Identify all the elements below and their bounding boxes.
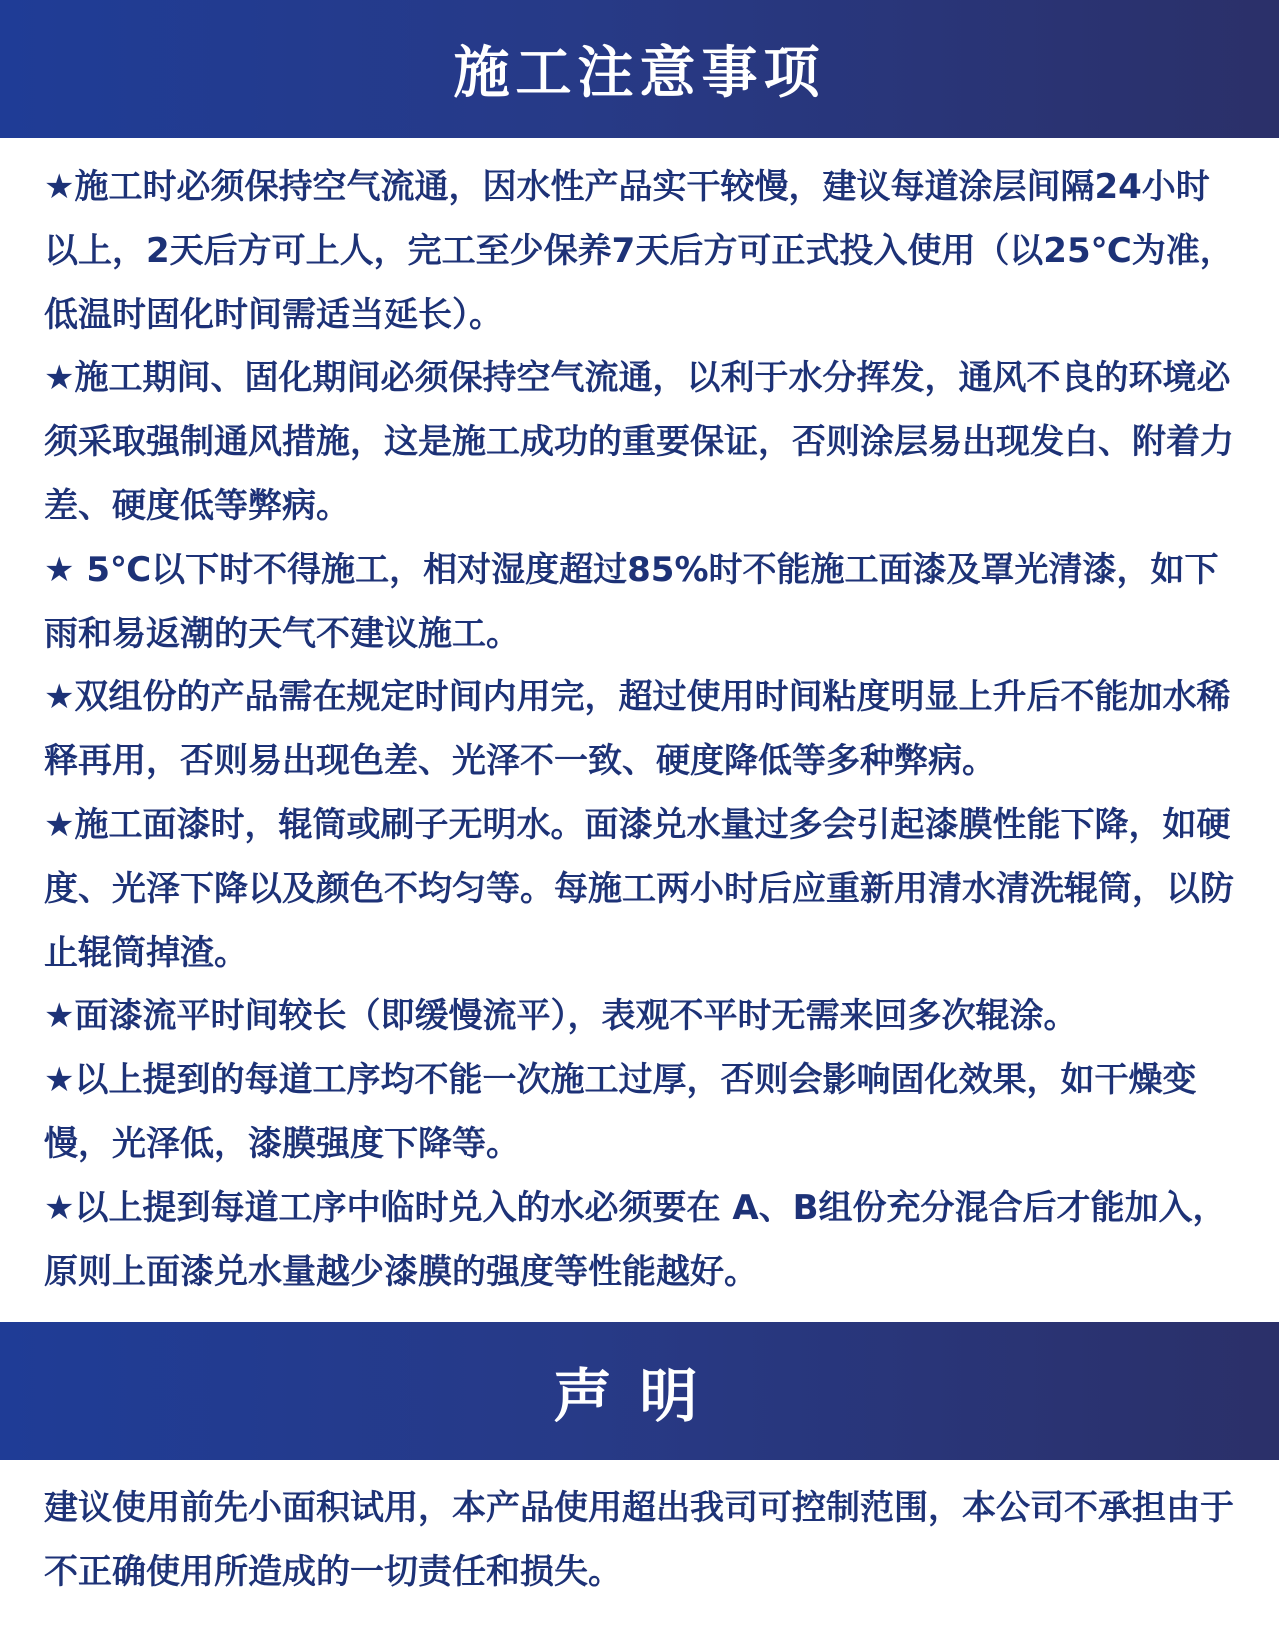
header-banner [0,0,1279,138]
notes-section [44,156,1239,1304]
note-item-3: ★ 5℃以下时不得施工，相对湿度超过85%时不能施工面漆及罩光清漆，如下雨和易返潮的天气不建议施工。 [44,549,1219,654]
note-item-2: ★施工期间、固化期间必须保持空气流通，以利于水分挥发，通风不良的环境必须采取强制通风措施，这是施工成功的重要保证，否则涂层易出现发白、附着力差、硬度低等弊病。 [44,358,1234,526]
note-item-1: ★施工时必须保持空气流通，因水性产品实干较慢，建议每道涂层间隔24小时以上，2天后方可上人，完工至少保养7天后方可正式投入使用（以25℃为准，低温时固化时间需适当延长）。 [44,167,1234,335]
statement-text: 建议使用前先小面积试用，本产品使用超出我司可控制范围，本公司不承担由于不正确使用所造成的一切责任和损失。 [44,1488,1234,1592]
note-item-6: ★面漆流平时间较长（即缓慢流平），表观不平时无需来回多次辊涂。 [44,996,1078,1037]
note-item-7: ★以上提到的每道工序均不能一次施工过厚，否则会影响固化效果，如干燥变慢，光泽低，漆膜强度下降等。 [44,1060,1197,1164]
note-item-8: ★以上提到每道工序中临时兑入的水必须要在 A、B组份充分混合后才能加入，原则上面漆兑水量越少漆膜的强度等性能越好。 [44,1187,1227,1292]
statement-banner [0,1322,1279,1460]
page-title: 施工注意事项 [453,41,826,106]
note-item-5: ★施工面漆时，辊筒或刷子无明水。面漆兑水量过多会引起漆膜性能下降，如硬度、光泽下降以及颜色不均匀等。每施工两小时后应重新用清水清洗辊筒，以防止辊筒掉渣。 [44,804,1234,973]
note-item-4: ★双组份的产品需在规定时间内用完，超过使用时间粘度明显上升后不能加水稀释再用，否则易出现色差、光泽不一致、硬度降低等多种弊病。 [44,677,1231,782]
statement-title: 声明 [553,1362,726,1430]
